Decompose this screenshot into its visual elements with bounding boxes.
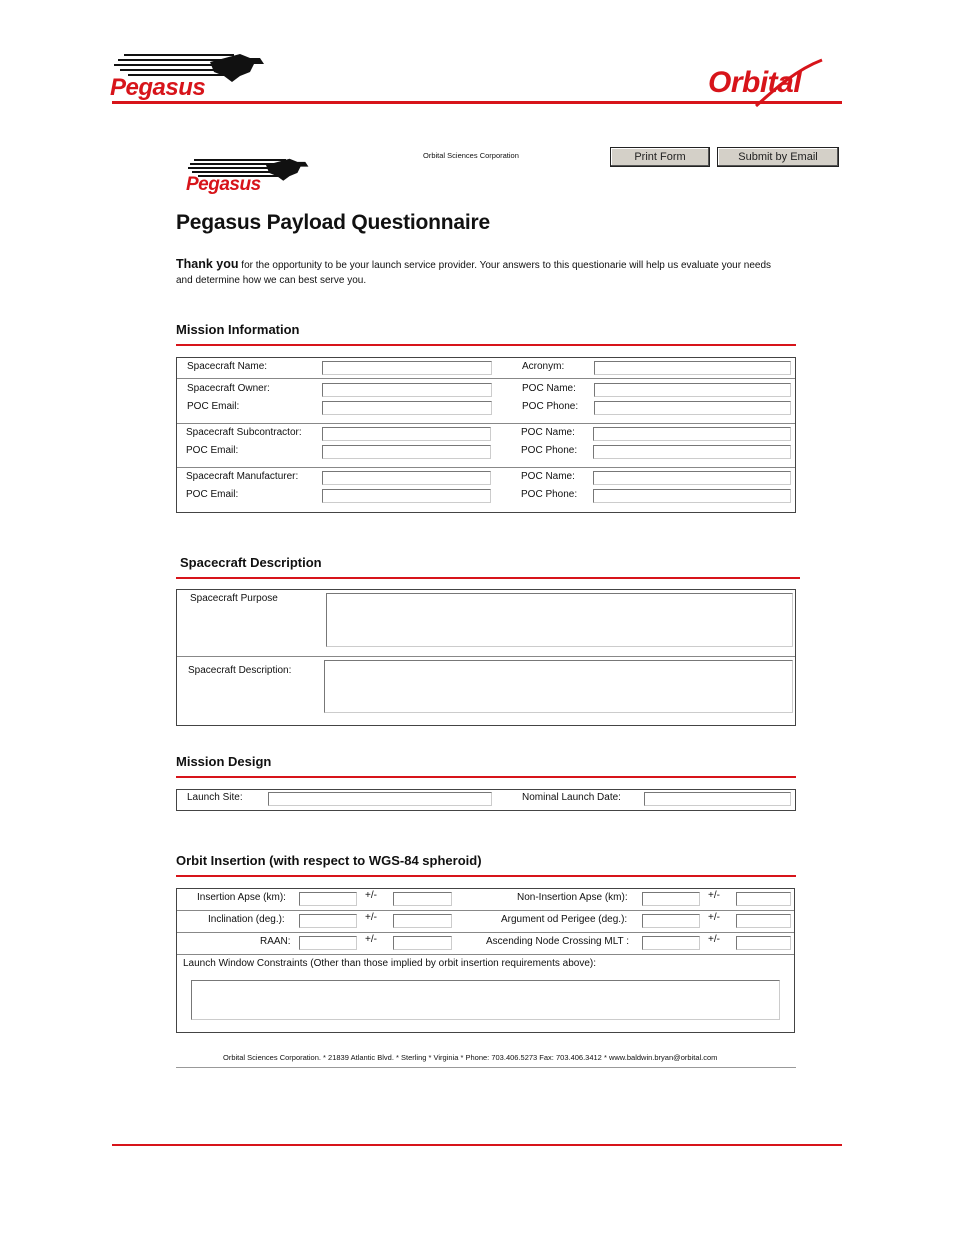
orbital-wordmark: Orbital xyxy=(708,66,802,99)
subcontractor-poc-email-input[interactable] xyxy=(322,445,491,459)
spacecraft-manufacturer-label: Spacecraft Manufacturer: xyxy=(186,471,299,482)
raan-label: RAAN: xyxy=(260,936,291,947)
nominal-launch-date-input[interactable] xyxy=(644,792,791,806)
non-insertion-apse-input[interactable] xyxy=(642,892,700,906)
page-title: Pegasus Payload Questionnaire xyxy=(176,211,490,234)
owner-poc-email-label: POC Email: xyxy=(187,401,240,412)
row-divider xyxy=(177,467,795,468)
plus-minus-label: +/- xyxy=(708,934,720,945)
inclination-label: Inclination (deg.): xyxy=(208,914,285,925)
nominal-launch-date-label: Nominal Launch Date: xyxy=(522,792,621,803)
row-divider xyxy=(177,932,794,933)
ascending-node-label: Ascending Node Crossing MLT : xyxy=(486,936,630,947)
row-divider xyxy=(177,378,795,379)
mission-design-heading: Mission Design xyxy=(176,754,272,769)
launch-window-label: Launch Window Constraints (Other than those implied by orbit insertion requirements above): xyxy=(183,958,596,969)
submit-by-email-button[interactable]: Submit by Email xyxy=(717,147,839,167)
spacecraft-owner-label: Spacecraft Owner: xyxy=(187,383,270,394)
intro-text xyxy=(176,257,786,288)
owner-poc-name-label: POC Name: xyxy=(522,383,576,394)
orbit-insertion-rule xyxy=(176,875,796,877)
insertion-apse-input[interactable] xyxy=(299,892,357,906)
argument-of-perigee-input[interactable] xyxy=(642,914,700,928)
subcontractor-poc-email-label: POC Email: xyxy=(186,445,239,456)
non-insertion-apse-label: Non-Insertion Apse (km): xyxy=(517,892,628,903)
spacecraft-purpose-textarea[interactable] xyxy=(326,593,793,647)
intro-body: for the opportunity to be your launch service provider. Your answers to this questionarie will help us evaluate your needs and determine how we can best serve you. xyxy=(176,260,772,286)
plus-minus-label: +/- xyxy=(365,912,377,923)
owner-poc-email-input[interactable] xyxy=(322,401,492,415)
plus-minus-label: +/- xyxy=(365,890,377,901)
launch-site-input[interactable] xyxy=(268,792,492,806)
intro-lead: Thank you xyxy=(176,257,239,271)
company-name: Orbital Sciences Corporation xyxy=(423,151,519,160)
acronym-label: Acronym: xyxy=(522,361,565,372)
mission-info-rule xyxy=(176,344,796,346)
manufacturer-poc-phone-input[interactable] xyxy=(593,489,791,503)
plus-minus-label: +/- xyxy=(708,912,720,923)
winged-horse-icon xyxy=(266,157,310,181)
spacecraft-description-label: Spacecraft Description: xyxy=(188,665,292,676)
footer-contact: Orbital Sciences Corporation. * 21839 Atlantic Blvd. * Sterling * Virginia * Phone: 703.406.5273 Fax: 703.406.3412 * www.baldwin.bryan@orbital.com xyxy=(223,1053,718,1062)
row-divider xyxy=(177,910,794,911)
subcontractor-poc-phone-input[interactable] xyxy=(593,445,791,459)
plus-minus-label: +/- xyxy=(708,890,720,901)
manufacturer-poc-phone-label: POC Phone: xyxy=(521,489,578,500)
header-rule xyxy=(112,101,842,104)
owner-poc-name-input[interactable] xyxy=(594,383,791,397)
print-form-button[interactable]: Print Form xyxy=(610,147,710,167)
plus-minus-label: +/- xyxy=(365,934,377,945)
spacecraft-subcontractor-label: Spacecraft Subcontractor: xyxy=(186,427,302,438)
orbit-insertion-heading: Orbit Insertion (with respect to WGS-84 spheroid) xyxy=(176,853,482,868)
launch-site-label: Launch Site: xyxy=(187,792,243,803)
ascending-node-input[interactable] xyxy=(642,936,700,950)
manufacturer-poc-name-label: POC Name: xyxy=(521,471,575,482)
row-divider xyxy=(177,656,795,657)
sc-description-rule xyxy=(176,577,800,579)
mission-info-heading: Mission Information xyxy=(176,322,300,337)
subcontractor-poc-name-label: POC Name: xyxy=(521,427,575,438)
insertion-apse-label: Insertion Apse (km): xyxy=(197,892,286,903)
spacecraft-subcontractor-input[interactable] xyxy=(322,427,491,441)
row-divider xyxy=(177,423,795,424)
footer-rule xyxy=(176,1067,796,1068)
pegasus-wordmark: Pegasus xyxy=(186,174,261,195)
inclination-tolerance-input[interactable] xyxy=(393,914,452,928)
argument-of-perigee-tolerance-input[interactable] xyxy=(736,914,791,928)
sc-description-heading: Spacecraft Description xyxy=(180,555,322,570)
insertion-apse-tolerance-input[interactable] xyxy=(393,892,452,906)
spacecraft-name-input[interactable] xyxy=(322,361,492,375)
manufacturer-poc-email-input[interactable] xyxy=(322,489,491,503)
spacecraft-name-label: Spacecraft Name: xyxy=(187,361,268,372)
spacecraft-purpose-label: Spacecraft Purpose xyxy=(190,593,278,604)
spacecraft-owner-input[interactable] xyxy=(322,383,492,397)
bottom-rule xyxy=(112,1144,842,1146)
spacecraft-description-textarea[interactable] xyxy=(324,660,793,713)
launch-window-textarea[interactable] xyxy=(191,980,780,1020)
argument-of-perigee-label: Argument od Perigee (deg.): xyxy=(501,914,628,925)
row-divider xyxy=(177,954,794,955)
pegasus-wordmark: Pegasus xyxy=(110,74,206,101)
raan-input[interactable] xyxy=(299,936,357,950)
winged-horse-icon xyxy=(210,52,266,82)
non-insertion-apse-tolerance-input[interactable] xyxy=(736,892,791,906)
mission-design-rule xyxy=(176,776,796,778)
subcontractor-poc-name-input[interactable] xyxy=(593,427,791,441)
spacecraft-manufacturer-input[interactable] xyxy=(322,471,491,485)
pegasus-logo-form xyxy=(186,157,311,197)
inclination-input[interactable] xyxy=(299,914,357,928)
subcontractor-poc-phone-label: POC Phone: xyxy=(521,445,578,456)
owner-poc-phone-label: POC Phone: xyxy=(522,401,579,412)
acronym-input[interactable] xyxy=(594,361,791,375)
ascending-node-tolerance-input[interactable] xyxy=(736,936,791,950)
pegasus-logo-header xyxy=(110,52,265,102)
manufacturer-poc-email-label: POC Email: xyxy=(186,489,239,500)
raan-tolerance-input[interactable] xyxy=(393,936,452,950)
owner-poc-phone-input[interactable] xyxy=(594,401,791,415)
manufacturer-poc-name-input[interactable] xyxy=(593,471,791,485)
